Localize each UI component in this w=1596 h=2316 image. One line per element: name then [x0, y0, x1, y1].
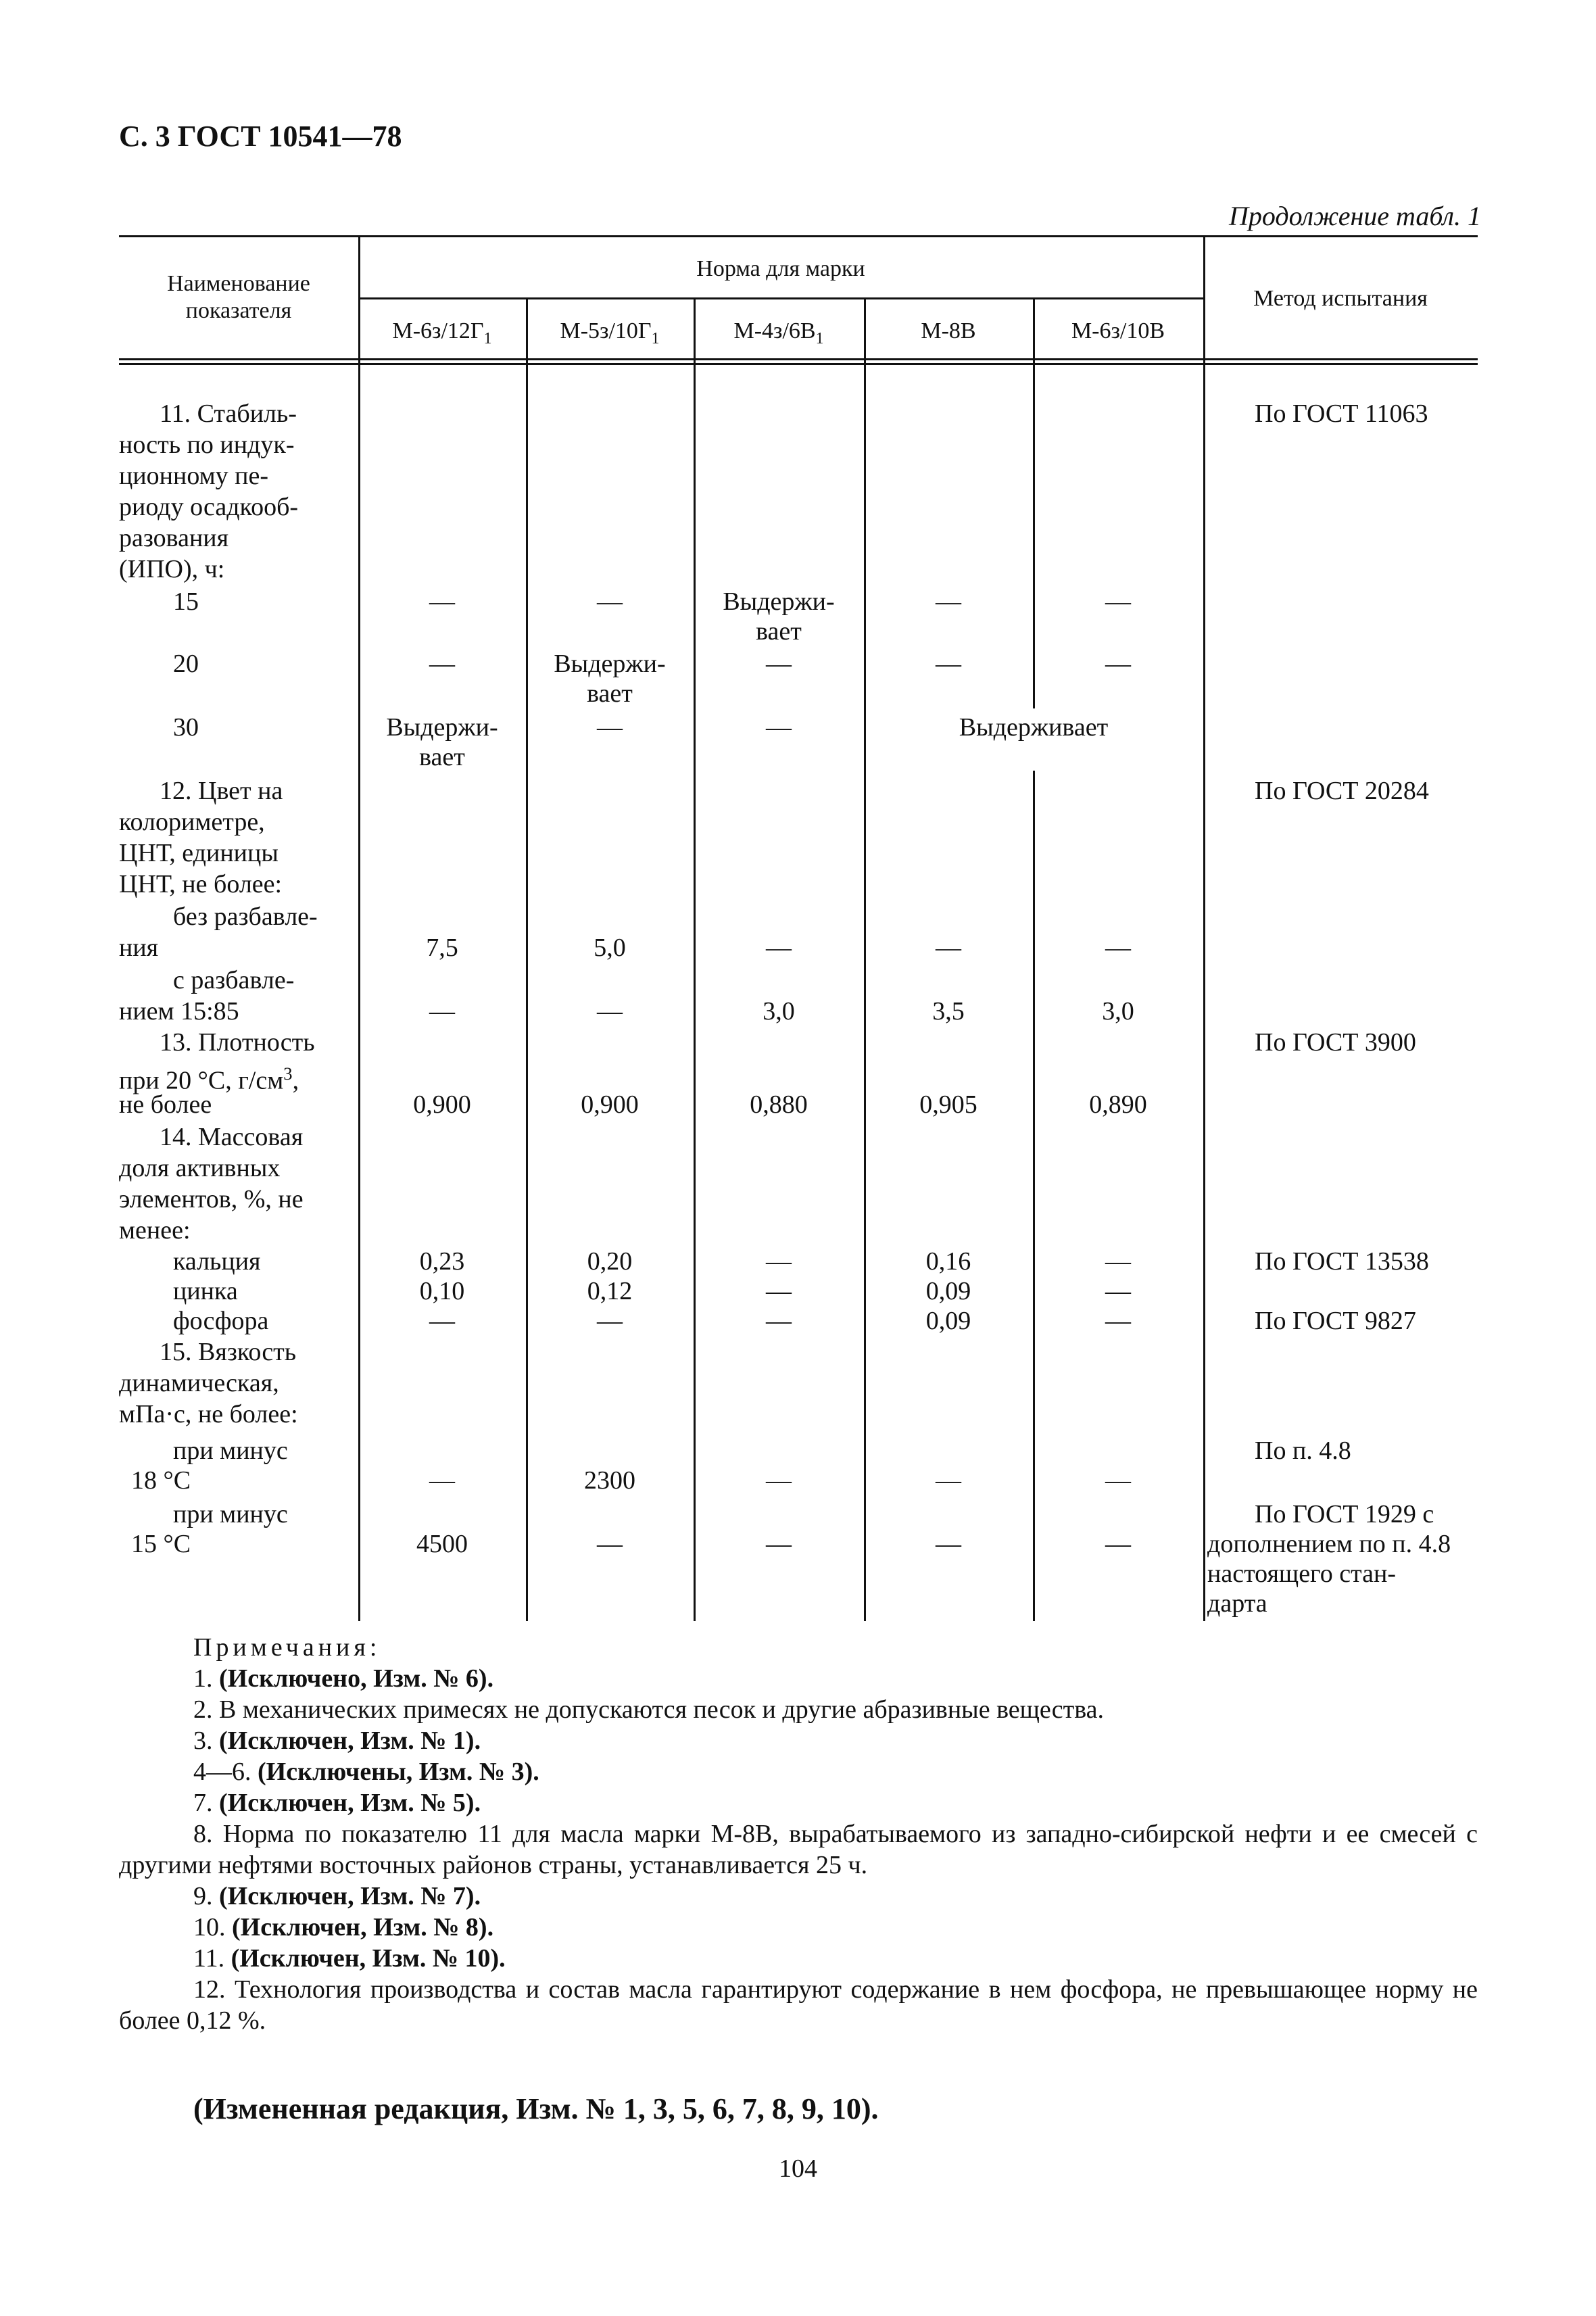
note-item: 9. (Исключен, Изм. № 7). — [193, 1882, 481, 1910]
cell-value: 0,900 — [413, 1090, 471, 1119]
test-method: По ГОСТ 3900 — [1255, 1028, 1416, 1057]
cell-value: — — [597, 1307, 623, 1335]
test-method: По ГОСТ 1929 с — [1255, 1500, 1434, 1528]
norm-subheader-rule — [358, 297, 1203, 299]
row-label: 15. Вязкость — [160, 1338, 297, 1366]
cell-value: 0,905 — [919, 1090, 977, 1119]
row-label: фосфора — [173, 1307, 269, 1335]
header-grade: М-8В — [921, 318, 976, 343]
cell-value: — — [597, 1530, 623, 1558]
cell-value: 4500 — [416, 1530, 468, 1558]
note-item: 7. (Исключен, Изм. № 5). — [193, 1789, 481, 1817]
cell-value: — — [766, 1307, 792, 1335]
cell-value: — — [766, 1466, 792, 1495]
cell-value: — — [766, 1247, 792, 1276]
row-label: (ИПО), ч: — [119, 555, 225, 583]
row-label: мПа·с, не более: — [119, 1400, 298, 1428]
row-label: 15 — [173, 587, 199, 616]
cell-value: — — [1105, 1307, 1131, 1335]
cell-value: — — [429, 1466, 455, 1495]
cell-value: Выдержи- — [554, 650, 666, 678]
row-label: при 20 °C, $г/см^3$, — [119, 1063, 299, 1095]
row-label: 12. Цвет на — [160, 777, 283, 805]
cell-value: — — [1105, 1466, 1131, 1495]
note-item: 4—6. (Исключены, Изм. № 3). — [193, 1758, 539, 1786]
cell-value: Выдержи- — [723, 587, 835, 616]
header-method: Метод испытания — [1253, 286, 1428, 311]
test-method: По ГОСТ 13538 — [1255, 1247, 1429, 1276]
note-item: 2. В механических примесях не допускаются песок и другие абразивные вещества. — [193, 1695, 1105, 1724]
test-method: По ГОСТ 11063 — [1255, 400, 1428, 428]
row-label: элементов, %, не — [119, 1185, 304, 1213]
cell-value: 3,0 — [763, 997, 795, 1026]
cell-value: — — [429, 650, 455, 678]
cell-value: — — [1105, 650, 1131, 678]
cell-value: — — [1105, 1530, 1131, 1558]
col-divider — [1203, 235, 1205, 1621]
cell-value: 0,10 — [419, 1277, 465, 1305]
cell-value: 0,890 — [1089, 1090, 1147, 1119]
cell-value: — — [597, 997, 623, 1026]
cell-value: — — [936, 587, 961, 616]
row-label: ЦНТ, единицы — [119, 839, 279, 867]
notes-title: Примечания: — [193, 1633, 381, 1662]
test-method: дарта — [1207, 1589, 1267, 1618]
row-label: ния — [119, 934, 159, 962]
cell-value: — — [766, 934, 792, 962]
cell-value: — — [766, 1277, 792, 1305]
test-method: По ГОСТ 9827 — [1255, 1307, 1416, 1335]
header-bottom-rule — [119, 358, 1478, 360]
row-label: ность по индук- — [119, 431, 295, 459]
col-divider — [358, 235, 360, 1621]
table-continuation-label: Продолжение табл. 1 — [1228, 201, 1481, 231]
notes-section — [119, 1632, 1478, 2036]
cell-value: 3,0 — [1102, 997, 1134, 1026]
header-bottom-rule-2 — [119, 363, 1478, 365]
cell-value: вает — [419, 743, 465, 771]
page-header: С. 3 ГОСТ 10541—78 — [119, 120, 402, 153]
note-item: 8. Норма по показателю 11 для масла марки М-8В, вырабатываемого из западно-сибирской нефти и ее смесей с другими нефтями восточных районов страны, устанавливается 25 ч. — [119, 1820, 1478, 1879]
row-label: 30 — [173, 713, 199, 742]
cell-value: — — [597, 587, 623, 616]
cell-value: — — [936, 1530, 961, 1558]
cell-value: — — [1105, 1247, 1131, 1276]
row-label: доля активных — [119, 1154, 281, 1182]
cell-value: — — [429, 587, 455, 616]
header-grade: $М-5з/10Г_1$ — [560, 318, 660, 347]
header-grade: М-6з/10В — [1071, 318, 1165, 343]
cell-value: вает — [756, 617, 802, 646]
note-item: 3. (Исключен, Изм. № 1). — [193, 1727, 481, 1755]
row-label: менее: — [119, 1216, 191, 1245]
row-label: ЦНТ, не более: — [119, 870, 283, 898]
note-item: 10. (Исключен, Изм. № 8). — [193, 1913, 494, 1941]
cell-value: — — [766, 713, 792, 742]
row-label: с разбавле- — [173, 966, 295, 994]
cell-value: 0,12 — [587, 1277, 633, 1305]
row-label: 15 °С — [131, 1530, 191, 1558]
row-label: при минус — [173, 1437, 288, 1465]
row-label: ционному пе- — [119, 462, 269, 490]
row-label: динамическая, — [119, 1369, 279, 1397]
cell-value: — — [597, 713, 623, 742]
cell-value: Выдержи- — [386, 713, 498, 742]
table-top-rule — [119, 235, 1478, 237]
test-method: дополнением по п. 4.8 — [1207, 1530, 1451, 1558]
cell-value: вает — [587, 679, 633, 708]
amendment-note: (Измененная редакция, Изм. № 1, 3, 5, 6, 7, 8, 9, 10). — [193, 2092, 879, 2125]
cell-value: 0,20 — [587, 1247, 633, 1276]
row-label: риоду осадкооб- — [119, 493, 299, 521]
row-label: без разбавле- — [173, 902, 318, 931]
cell-value: 0,23 — [419, 1247, 465, 1276]
row-label: колориметре, — [119, 808, 265, 836]
test-method: По п. 4.8 — [1255, 1437, 1351, 1465]
row-label: цинка — [173, 1277, 238, 1305]
header-grade: $М-6з/12Г_1$ — [392, 318, 492, 347]
row-label: 18 °С — [131, 1466, 191, 1495]
test-method: По ГОСТ 20284 — [1255, 777, 1429, 805]
header-name: Наименование показателя — [167, 271, 310, 323]
cell-value: — — [1105, 1277, 1131, 1305]
test-method: настоящего стан- — [1207, 1560, 1396, 1588]
page-number: 104 — [779, 2154, 817, 2183]
cell-value: — — [936, 650, 961, 678]
row-label: 14. Массовая — [160, 1123, 304, 1151]
row-label: не более — [119, 1090, 212, 1119]
note-item: 12. Технология производства и состав масла гарантируют содержание в нем фосфора, не превышающее норму не более 0,12 %. — [119, 1975, 1478, 2035]
cell-value-merged: Выдерживает — [959, 713, 1109, 742]
row-label: 13. Плотность — [160, 1028, 315, 1057]
cell-value: 5,0 — [594, 934, 626, 962]
cell-value: — — [766, 1530, 792, 1558]
cell-value: — — [429, 1307, 455, 1335]
cell-value: 2300 — [584, 1466, 635, 1495]
col-divider — [1033, 297, 1035, 708]
row-label: при минус — [173, 1500, 288, 1528]
cell-value: 3,5 — [932, 997, 965, 1026]
cell-value: 0,09 — [925, 1307, 971, 1335]
cell-value: — — [936, 1466, 961, 1495]
row-label: 11. Стабиль- — [160, 400, 297, 428]
note-item: 11. (Исключен, Изм. № 10). — [193, 1944, 506, 1973]
header-grade: $М-4з/6В_1$ — [733, 318, 824, 347]
cell-value: 0,880 — [750, 1090, 808, 1119]
cell-value: — — [766, 650, 792, 678]
cell-value: — — [1105, 934, 1131, 962]
row-label: разования — [119, 524, 229, 552]
cell-value: — — [1105, 587, 1131, 616]
header-norm: Норма для марки — [696, 256, 865, 281]
row-label: кальция — [173, 1247, 261, 1276]
row-label: нием 15:85 — [119, 997, 239, 1026]
cell-value: — — [936, 934, 961, 962]
cell-value: 0,09 — [925, 1277, 971, 1305]
cell-value: — — [429, 997, 455, 1026]
cell-value: 0,16 — [925, 1247, 971, 1276]
note-item: 1. (Исключено, Изм. № 6). — [193, 1664, 494, 1693]
row-label: 20 — [173, 650, 199, 678]
cell-value: 0,900 — [581, 1090, 639, 1119]
cell-value: 7,5 — [426, 934, 458, 962]
